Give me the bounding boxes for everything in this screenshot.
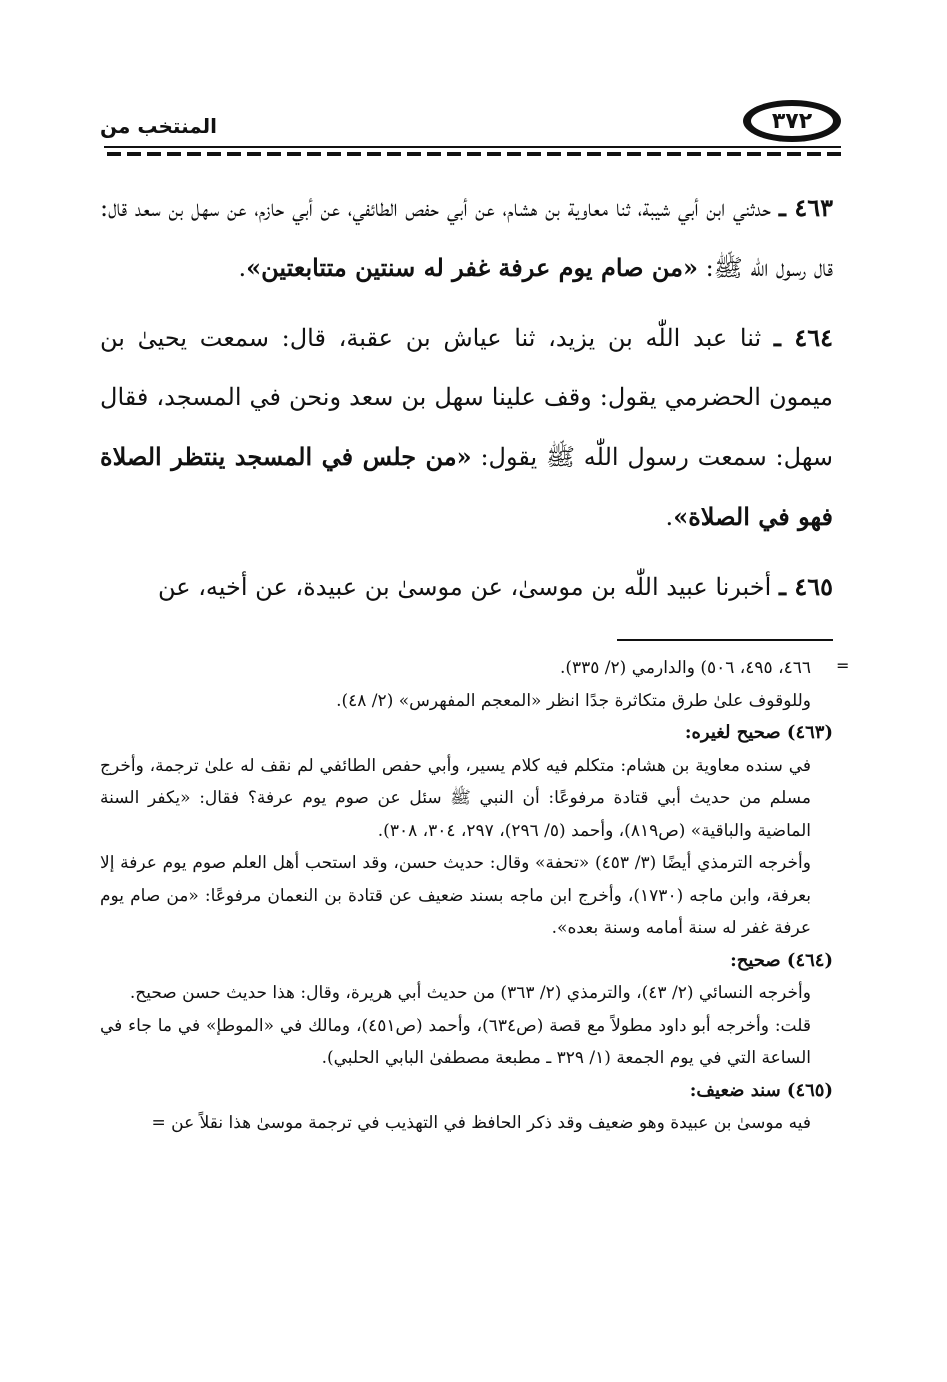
footnote-463-heading: (٤٦٣) صحيح لغيره: bbox=[684, 722, 833, 743]
footnote-463-text: في سنده معاوية بن هشام: متكلم فيه كلام يسير، وأبي حفص الطائفي لم نقف له علىٰ ترجمة، وأخرج مسلم من حديث أبي قتادة مرفوعًا: أن النبي ﷺ سئل عن صوم يوم عرفة؟ فقال: «يكفر السنة الماضية والباقية» (ص٨١٩)، وأحمد (٥/ ٢٩٦)، ٢٩٧، ٣٠٤، ٣٠٨). bbox=[100, 755, 811, 841]
page-number-badge bbox=[743, 100, 841, 142]
hadith-number: ٤٦٣ ـ bbox=[778, 193, 833, 222]
footnote-465-line: فيه موسىٰ بن عبيدة وهو ضعيف وقد ذكر الحافظ في التهذيب في ترجمة موسىٰ هذا نقلاً عن bbox=[171, 1113, 811, 1133]
continued-marker: = bbox=[836, 656, 850, 675]
header-rule bbox=[104, 146, 841, 148]
footnote-separator bbox=[617, 639, 833, 641]
hadith-464 bbox=[100, 308, 833, 547]
footnote-463-text: وأخرجه الترمذي أيضًا (٣/ ٤٥٣) «تحفة» وقال: حديث حسن، وقد استحب أهل العلم صوم يوم عرفة إلا بعرفة، وابن ماجه (١٧٣٠)، وأخرج ابن ماجه بسند ضعيف عن قتادة بن النعمان مرفوعًا: «من صام يوم عرفة غفر له سنة أمامه وسنة بعده». bbox=[100, 853, 812, 938]
footnotes bbox=[100, 652, 833, 1140]
page-number: ٣٧٢ bbox=[751, 106, 833, 136]
footnote-464-text: قلت: وأخرجه أبو داود مطولاً مع قصة (ص٦٣٤)، وأحمد (ص٤٥١)، ومالك في «الموطإ» في ما جاء في الساعة التي في يوم الجمعة (١/ ٣٢٩ ـ مطبعة مصطفىٰ البابي الحلبي). bbox=[100, 1015, 812, 1068]
footnote-continued-line: ٤٦٦، ٤٩٥، ٥٠٦) والدارمي (٢/ ٣٣٥). bbox=[559, 658, 811, 678]
page-header bbox=[100, 100, 841, 144]
footnote-continued-line: وللوقوف علىٰ طرق متكاثرة جدًا انظر «المعجم المفهرس» (٢/ ٤٨). bbox=[336, 690, 811, 711]
footnote-464-text: وأخرجه النسائي (٢/ ٤٣)، والترمذي (٢/ ٣٦٣) من حديث أبي هريرة، وقال: هذا حديث حسن صحيح. bbox=[129, 983, 811, 1003]
hadith-matn: «من صام يوم عرفة غفر له سنتين متتابعتين» bbox=[246, 253, 698, 282]
hadith-text: حدثني ابن أبي شيبة، ثنا معاوية بن هشام، عن أبي حفص الطائفي، عن أبي حازم، عن سهل بن سعد قال: قال رسول اللّٰه ﷺ: bbox=[100, 194, 833, 282]
hadith-465 bbox=[100, 557, 833, 617]
continues-marker: = bbox=[151, 1113, 166, 1133]
hadith-end: . bbox=[665, 503, 674, 531]
hadith-matn: «من جلس في المسجد ينتظر الصلاة فهو في الصلاة» bbox=[100, 442, 833, 531]
hadith-463 bbox=[100, 178, 833, 298]
hadith-text: أخبرنا عبيد اللّٰه بن موسىٰ، عن موسىٰ بن عبيدة، عن أخيه، عن bbox=[157, 573, 772, 601]
footnote-465-text bbox=[100, 1107, 833, 1140]
running-title: المنتخب من bbox=[100, 114, 218, 138]
main-text bbox=[100, 178, 833, 617]
footnote-464-heading: (٤٦٤) صحيح: bbox=[730, 949, 833, 971]
hadith-end: . bbox=[238, 254, 247, 282]
hadith-number: ٤٦٤ ـ bbox=[773, 323, 833, 352]
header-dashed-rule bbox=[104, 152, 841, 156]
footnote-465-heading: (٤٦٥) سند ضعيف: bbox=[689, 1079, 833, 1101]
hadith-text: ثنا عبد اللّٰه بن يزيد، ثنا عياش بن عقبة، قال: سمعت يحيىٰ بن ميمون الحضرمي يقول: وقف علينا سهل بن سعد ونحن في المسجد، فقال سهل: سمعت رسول اللّٰه ﷺ يقول: bbox=[100, 324, 833, 471]
hadith-number: ٤٦٥ ـ bbox=[778, 572, 833, 601]
